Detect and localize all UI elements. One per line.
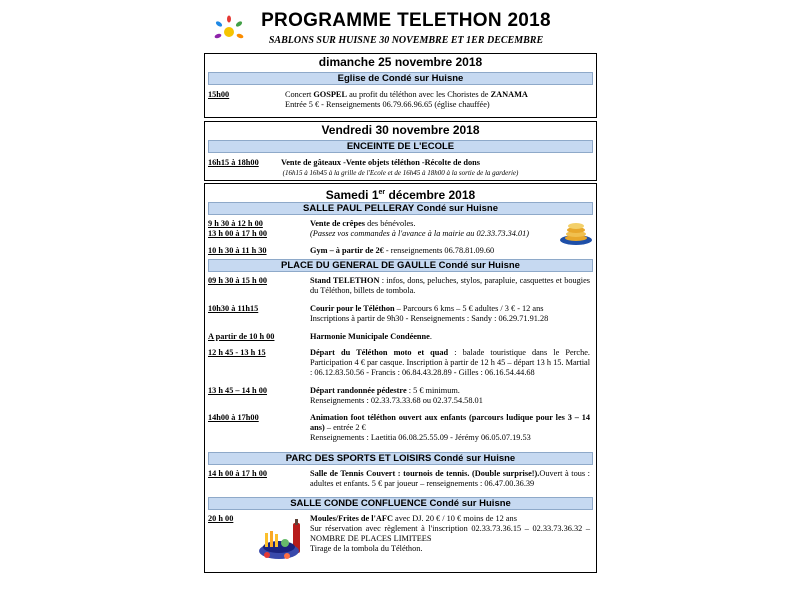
venue-band: PLACE DU GENERAL DE GAULLE Condé sur Huisne xyxy=(208,259,593,272)
event-row xyxy=(205,332,596,348)
event-row xyxy=(205,219,596,241)
event-description: Gym – à partir de 2€ - renseignements 06.78.81.09.60 xyxy=(310,246,495,255)
event-time: 10 h 30 à 11 h 30 xyxy=(208,246,267,255)
event-time: 13 h 45 – 14 h 00 xyxy=(208,386,268,395)
venue-band: SALLE PAUL PELLERAY Condé sur Huisne xyxy=(208,202,593,215)
event-time: 9 h 30 à 12 h 00 xyxy=(208,219,263,228)
event-row xyxy=(205,304,596,332)
event-time: 13 h 00 à 17 h 00 xyxy=(208,229,268,238)
event-description: Vente de crêpes des bénévoles. (Passez vos commandes à l'avance à la mairie au 02.33.73.34.01) xyxy=(310,219,530,238)
event-row xyxy=(205,413,596,451)
event-description: Départ randonnée pédestre : 5 € minimum. Renseignements : 02.33.73.33.68 ou 02.37.54.58.01 xyxy=(310,386,483,405)
event-time: 10h30 à 11h15 xyxy=(208,304,259,313)
event-description: Départ du Téléthon moto et quad : balade touristique dans le Perche. Participation 4 € par casque. Inscription à partir de 12 h 45 – départ 13 h 15. Martial : 06.12.83.50.56 - Francis : 06.84.43.28.89 - Gilles : 06.16.54.44.68 xyxy=(310,348,590,377)
event-row: 16h15 à 18h00 Vente de gâteaux -Vente objets téléthon -Récolte de dons (16h15 à 16h45 à la grille de l'Ecole et de 16h45 à 18h00 à la sortie de la garderie) xyxy=(205,158,596,178)
event-time: 15h00 xyxy=(208,90,230,99)
event-time: A partir de 10 h 00 xyxy=(208,332,275,341)
event-row xyxy=(205,246,596,258)
venue-band: PARC DES SPORTS ET LOISIRS Condé sur Huisne xyxy=(208,452,593,465)
event-time: 14h00 à 17h00 xyxy=(208,413,259,422)
event-description: Courir pour le Téléthon – Parcours 6 kms – 5 € adultes / 3 € - 12 ans Inscriptions à partir de 9h30 - Renseignements : Sandy : 06.29.71.91.28 xyxy=(310,304,549,323)
event-description: Stand TELETHON : infos, dons, peluches, stylos, parapluie, casquettes et bougies du Téléthon, billets de tombola. xyxy=(310,276,591,295)
page-title: PROGRAMME TELETHON 2018 xyxy=(261,10,551,31)
event-row xyxy=(205,348,596,386)
venue-band: Eglise de Condé sur Huisne xyxy=(208,72,593,85)
event-time: 20 h 00 xyxy=(208,514,234,523)
telethon-logo-icon xyxy=(214,14,244,44)
event-row xyxy=(205,514,596,554)
day-title: Vendredi 30 novembre 2018 xyxy=(321,123,480,137)
day-sunday-box xyxy=(204,53,597,118)
event-time: 14 h 00 à 17 h 00 xyxy=(208,469,268,478)
event-row xyxy=(205,276,596,304)
event-row xyxy=(205,469,596,496)
venue-band: ENCEINTE DE L'ECOLE xyxy=(208,140,593,153)
event-description: Salle de Tennis Couvert : tournois de tennis. (Double surprise!).Ouvert à tous : adultes et enfants. 5 € par joueur – renseignements : 06.47.00.36.39 xyxy=(310,469,590,488)
event-time: 12 h 45 - 13 h 15 xyxy=(208,348,266,357)
page-subtitle: SABLONS SUR HUISNE 30 NOVEMBRE ET 1ER DECEMBRE xyxy=(268,35,544,46)
day-title: dimanche 25 novembre 2018 xyxy=(318,55,483,69)
event-description: Vente de gâteaux -Vente objets téléthon -Récolte de dons xyxy=(281,158,480,167)
event-description: Concert GOSPEL au profit du téléthon avec les Choristes de ZANAMA Entrée 5 € - Renseignements 06.79.66.96.65 (église chauffée) xyxy=(285,90,528,109)
event-row xyxy=(205,90,596,112)
event-description: Moules/Frites de l'AFC avec DJ. 20 € / 10 € moins de 12 ans Sur réservation avec règlement à l'inscription 02.33.73.36.15 – 02.33.73.36.32 – NOMBRE DE PLACES LIMITEES Tirage de la tombola du Téléthon. xyxy=(310,514,590,553)
event-time: 09 h 30 à 15 h 00 xyxy=(208,276,268,285)
event-description: Harmonie Municipale Condéenne. xyxy=(310,332,432,341)
event-time: 16h15 à 18h00 xyxy=(208,158,259,167)
day-saturday-box xyxy=(204,183,597,573)
venue-band: SALLE CONDE CONFLUENCE Condé sur Huisne xyxy=(208,497,593,510)
event-row xyxy=(205,386,596,413)
day-title: Samedi 1er décembre 2018 xyxy=(325,188,476,202)
day-friday-box xyxy=(204,121,597,181)
event-description: Animation foot téléthon ouvert aux enfants (parcours ludique pour les 3 – 14 ans) – entrée 2 € Renseignements : Laetitia 06.08.25.55.09 - Jérémy 06.05.07.19.53 xyxy=(310,413,590,442)
